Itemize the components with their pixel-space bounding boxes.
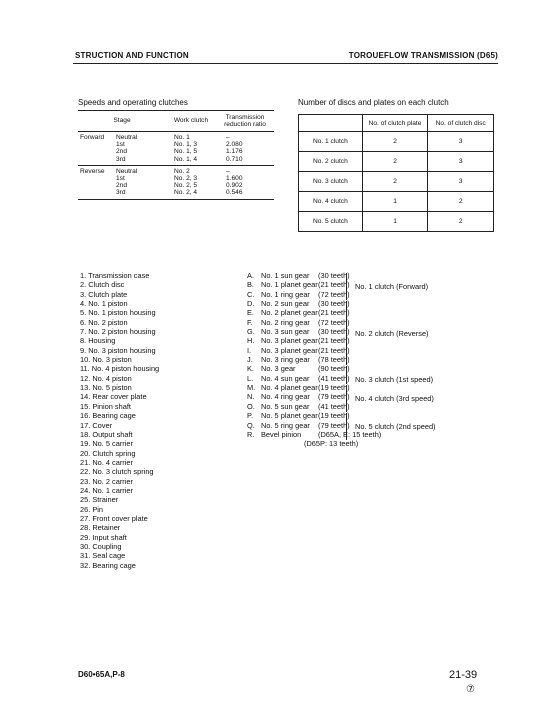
part-item: 1. Transmission case <box>80 271 150 280</box>
discs-col-blank <box>299 115 363 132</box>
reverse-label: Reverse <box>78 165 116 199</box>
part-item: 24. No. 1 carrier <box>80 485 133 495</box>
col-work-clutch: Work clutch <box>166 111 216 132</box>
part-item: 7. No. 2 piston housing <box>80 327 156 337</box>
part-item: 2. Clutch disc <box>80 280 125 290</box>
discs-row-disc: 3 <box>428 152 494 172</box>
discs-col-disc: No. of clutch disc <box>428 115 494 132</box>
gear-teeth: (41 teeth) <box>318 373 350 383</box>
gear-teeth: (78 teeth) <box>318 355 350 365</box>
header-rule <box>73 63 498 64</box>
gear-item <box>247 318 381 327</box>
gear-teeth: (21 teeth) <box>318 345 350 355</box>
gear-name: No. 3 gear <box>261 364 296 374</box>
gear-name: No. 2 planet gear <box>261 308 318 318</box>
discs-col-plate: No. of clutch plate <box>362 115 428 132</box>
group-label-1: No. 1 clutch (Forward) <box>355 282 429 291</box>
discs-row-disc: 3 <box>428 132 494 152</box>
group-label-3: No. 3 clutch (1st speed) <box>355 375 434 384</box>
gear-name: No. 1 sun gear <box>261 271 310 280</box>
gear-name: No. 4 sun gear <box>261 373 310 383</box>
brace-group-1 <box>342 273 347 300</box>
part-item: 14. Rear cover plate <box>80 392 147 402</box>
forward-ratios: – 2.080 1.176 0.710 <box>216 132 274 166</box>
gear-name: No. 2 sun gear <box>261 299 310 309</box>
forward-label: Forward <box>78 132 116 166</box>
forward-clutches: No. 1 No. 1, 3 No. 1, 5 No. 1, 4 <box>166 132 216 166</box>
col-ratio: Transmission reduction ratio <box>216 111 274 132</box>
part-item: 19. No. 5 carrier <box>80 439 133 449</box>
gear-teeth: (21 teeth) <box>318 280 350 290</box>
gear-teeth: (90 teeth) <box>318 364 350 374</box>
gear-item <box>247 308 381 317</box>
part-item: 16. Bearing cage <box>80 411 136 421</box>
gear-letter: E. <box>247 308 254 318</box>
gear-teeth: (72 teeth) <box>318 289 350 299</box>
group-label-4: No. 4 clutch (3rd speed) <box>355 394 434 403</box>
reverse-ratios: – 1.600 0.902 0.546 <box>216 165 274 199</box>
gear-teeth: (30 teeth) <box>318 299 350 309</box>
part-item: 12. No. 4 piston <box>80 373 132 383</box>
gear-letter: K. <box>247 364 254 374</box>
gear-extra: (D65P: 13 teeth) <box>304 439 359 448</box>
gear-letter: R. <box>247 429 255 439</box>
gears-list <box>247 271 381 439</box>
brace-group-3 <box>342 366 347 384</box>
gear-name: No. 5 planet gear <box>261 411 318 421</box>
discs-row-plate: 1 <box>362 192 428 212</box>
discs-row-plate: 2 <box>362 152 428 172</box>
gear-teeth: (21 teeth) <box>318 308 350 318</box>
gear-name: No. 4 planet gear <box>261 383 318 393</box>
reverse-stages: Neutral 1st 2nd 3rd <box>116 165 166 199</box>
footer-model: D60•65A,P-8 <box>78 670 125 679</box>
gear-letter: C. <box>247 289 255 299</box>
gear-letter: F. <box>247 317 253 327</box>
gear-teeth: (D65A, E: 15 teeth) <box>318 429 382 439</box>
gear-item <box>247 430 381 439</box>
gear-name: No. 1 ring gear <box>261 289 310 299</box>
gear-letter: L. <box>247 373 254 383</box>
part-item: 21. No. 4 carrier <box>80 457 133 467</box>
group-label-5: No. 5 clutch (2nd speed) <box>355 422 436 431</box>
gear-letter: P. <box>247 411 254 421</box>
discs-row-label: No. 4 clutch <box>299 192 363 212</box>
reverse-clutches: No. 2 No. 2, 3 No. 2, 5 No. 2, 4 <box>166 165 216 199</box>
part-item: 8. Housing <box>80 336 116 346</box>
part-item: 11. No. 4 piston housing <box>80 364 160 374</box>
gear-name: No. 3 sun gear <box>261 327 310 337</box>
part-item: 29. Input shaft <box>80 532 127 542</box>
gear-name: No. 5 ring gear <box>261 420 310 430</box>
footer-mark: ⑦ <box>466 684 475 695</box>
footer-page: 21-39 <box>449 669 478 681</box>
gear-teeth: (72 teeth) <box>318 317 350 327</box>
col-stage: Stage <box>78 111 166 132</box>
gear-teeth: (21 teeth) <box>318 336 350 346</box>
discs-row-disc: 2 <box>428 212 494 232</box>
speeds-table <box>78 110 274 200</box>
part-item: 22. No. 3 clutch spring <box>80 467 154 477</box>
part-item: 20. Clutch spring <box>80 448 136 458</box>
part-item: 31. Seal cage <box>80 551 126 561</box>
part-item: 10. No. 3 piston <box>80 355 132 365</box>
part-item: 25. Strainer <box>80 495 119 505</box>
gear-teeth: (30 teeth) <box>318 271 350 280</box>
part-item: 6. No. 2 piston <box>80 317 128 327</box>
part-item: 23. No. 2 carrier <box>80 476 133 486</box>
parts-list <box>80 271 159 570</box>
part-item: 3. Clutch plate <box>80 289 128 299</box>
gear-teeth: (79 teeth) <box>318 392 350 402</box>
gear-letter: I. <box>247 345 252 355</box>
gear-item <box>247 383 381 392</box>
gear-item <box>247 299 381 308</box>
gear-item <box>247 271 381 280</box>
gear-teeth: (19 teeth) <box>318 383 350 393</box>
gear-teeth: (41 teeth) <box>318 401 350 411</box>
gear-letter: M. <box>247 383 256 393</box>
gear-name: No. 3 planet gear <box>261 336 318 346</box>
gear-name: Bevel pinion <box>261 429 302 439</box>
gear-item <box>247 402 381 411</box>
gear-letter: H. <box>247 336 255 346</box>
gear-teeth: (30 teeth) <box>318 327 350 337</box>
gear-teeth: (79 teeth) <box>318 420 350 430</box>
part-item: 9. No. 3 piston housing <box>80 345 156 355</box>
header-left: STRUCTION AND FUNCTION <box>75 51 189 60</box>
gear-letter: Q. <box>247 420 255 430</box>
discs-table <box>298 114 494 232</box>
part-item: 28. Retainer <box>80 523 121 533</box>
part-item: 15. Pinion shaft <box>80 401 131 411</box>
discs-row-label: No. 5 clutch <box>299 212 363 232</box>
gear-letter: J. <box>247 355 253 365</box>
gear-name: No. 1 planet gear <box>261 280 318 290</box>
gear-item <box>247 346 381 355</box>
gear-item <box>247 411 381 420</box>
part-item: 26. Pin <box>80 504 104 514</box>
gear-item <box>247 355 381 364</box>
forward-stages: Neutral 1st 2nd 3rd <box>116 132 166 166</box>
part-item: 32. Bearing cage <box>80 560 136 570</box>
part-item: 30. Coupling <box>80 541 122 551</box>
part-item: 27. Front cover plate <box>80 513 148 523</box>
part-item: 4. No. 1 piston <box>80 299 128 309</box>
discs-row-plate: 2 <box>362 132 428 152</box>
header-right: TOROUEFLOW TRANSMISSION (D65) <box>348 51 498 60</box>
discs-row-label: No. 3 clutch <box>299 172 363 192</box>
gear-letter: A. <box>247 271 254 280</box>
discs-row-disc: 2 <box>428 192 494 212</box>
discs-row-plate: 1 <box>362 212 428 232</box>
group-label-2: No. 2 clutch (Reverse) <box>355 329 429 338</box>
discs-row-plate: 2 <box>362 172 428 192</box>
brace-group-5 <box>342 413 347 440</box>
part-item: 5. No. 1 piston housing <box>80 308 156 318</box>
discs-row-disc: 3 <box>428 172 494 192</box>
part-item: 17. Cover <box>80 420 113 430</box>
discs-row-label: No. 2 clutch <box>299 152 363 172</box>
gear-item <box>247 364 381 373</box>
discs-row-label: No. 1 clutch <box>299 132 363 152</box>
gear-teeth: (19 teeth) <box>318 411 350 421</box>
part-item: 18. Output shaft <box>80 429 133 439</box>
gear-letter: B. <box>247 280 254 290</box>
gear-name: No. 3 ring gear <box>261 355 310 365</box>
gear-name: No. 4 ring gear <box>261 392 310 402</box>
speeds-table-title: Speeds and operating clutches <box>78 98 188 107</box>
gear-letter: G. <box>247 327 255 337</box>
gear-letter: N. <box>247 392 255 402</box>
discs-table-title: Number of discs and plates on each clutch <box>298 98 449 107</box>
gear-name: No. 5 sun gear <box>261 401 310 411</box>
part-item: 13. No. 5 piston <box>80 383 132 393</box>
gear-letter: D. <box>247 299 255 309</box>
gear-name: No. 3 planet gear <box>261 345 318 355</box>
brace-group-2 <box>342 301 347 365</box>
gear-name: No. 2 ring gear <box>261 317 310 327</box>
gear-letter: O. <box>247 401 255 411</box>
brace-group-4 <box>342 385 347 412</box>
gear-item <box>247 290 381 299</box>
